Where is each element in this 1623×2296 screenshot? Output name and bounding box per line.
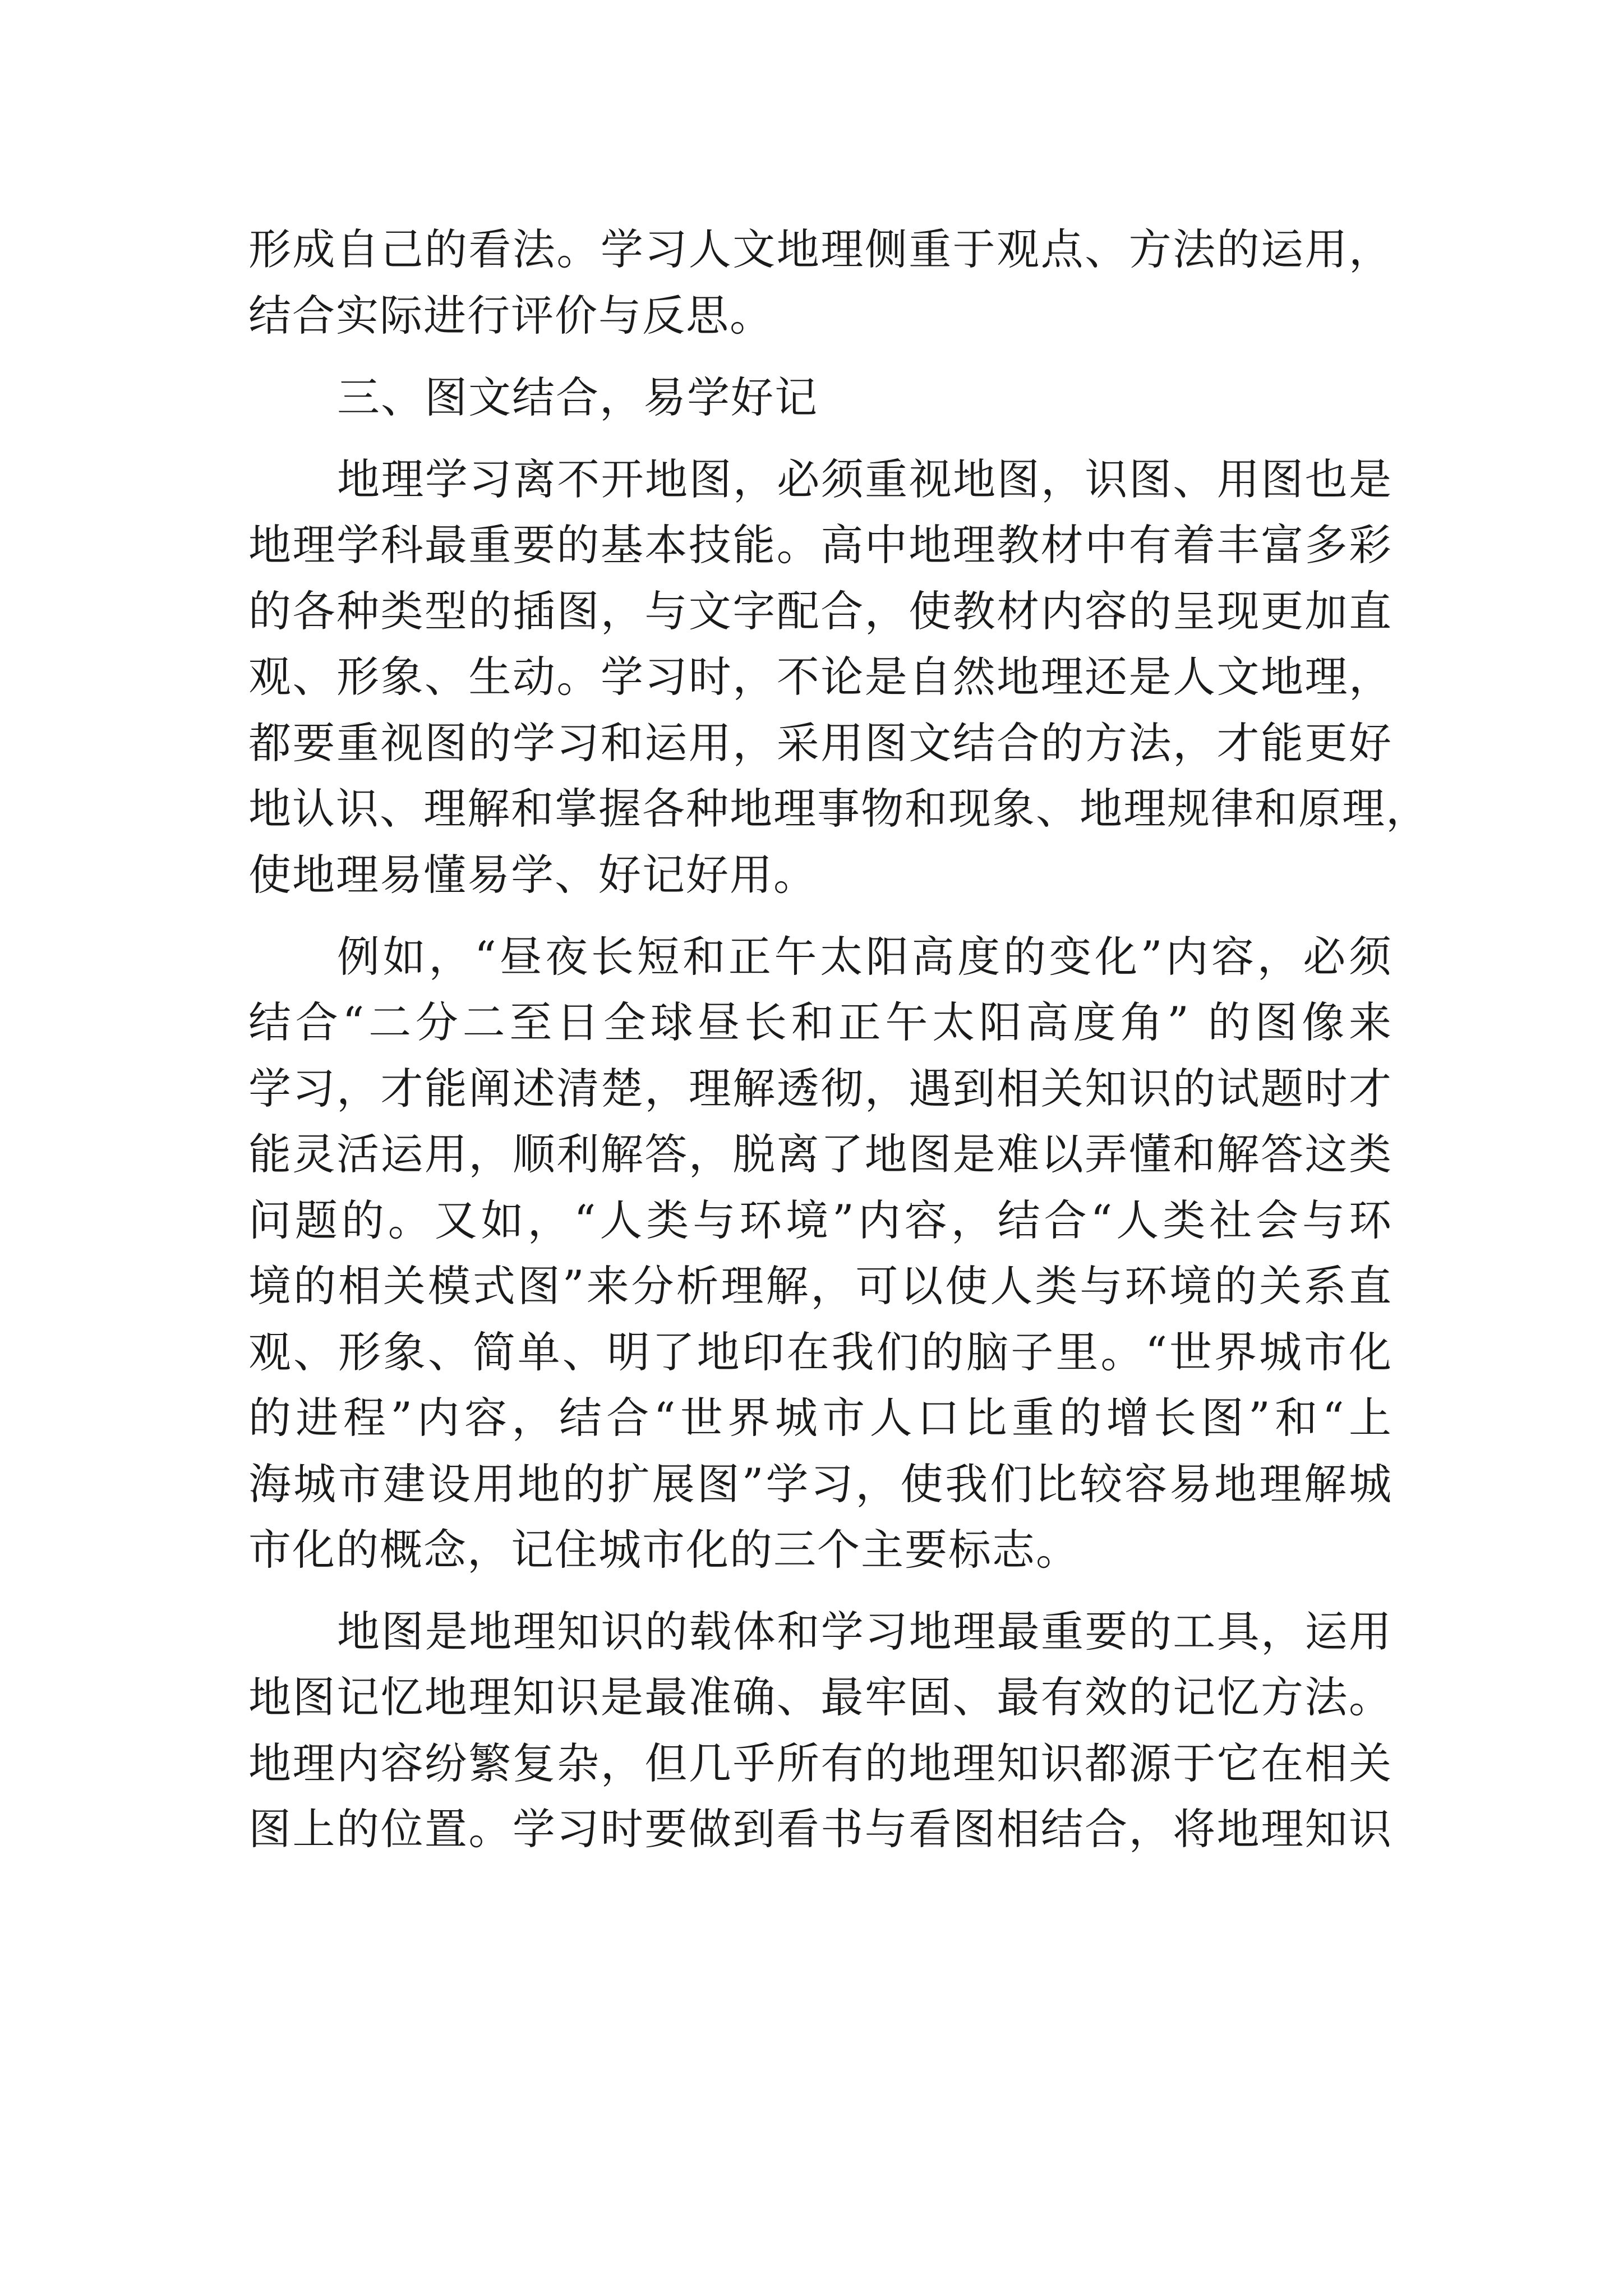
paragraph-line: 能灵活运用，顺利解答，脱离了地图是难以弄懂和解答这类 [248, 1129, 1393, 1179]
paragraph-line: 例如，“昼夜长短和正午太阳高度的变化”内容，必须 [337, 932, 1393, 982]
paragraph-line: 观、形象、简单、明了地印在我们的脑子里。“世界城市化 [248, 1327, 1393, 1377]
paragraph-line: 结合实际进行评价与反思。 [248, 291, 773, 341]
paragraph-line: 市化的概念，记住城市化的三个主要标志。 [248, 1525, 1080, 1575]
paragraph-line: 使地理易懂易学、好记好用。 [248, 850, 817, 900]
paragraph-line: 地理学科最重要的基本技能。高中地理教材中有着丰富多彩 [248, 520, 1393, 570]
section-heading: 三、图文结合，易学好记 [337, 372, 818, 422]
paragraph-line: 的进程”内容，结合“世界城市人口比重的增长图”和“上 [248, 1393, 1393, 1443]
paragraph-line: 地理学习离不开地图，必须重视地图，识图、用图也是 [337, 454, 1393, 504]
paragraph-line: 海城市建设用地的扩展图”学习，使我们比较容易地理解城 [248, 1459, 1393, 1509]
paragraph-line: 学习，才能阐述清楚，理解透彻，遇到相关知识的试题时才 [248, 1064, 1393, 1114]
paragraph-line: 地理内容纷繁复杂，但几乎所有的地理知识都源于它在相关 [248, 1738, 1393, 1788]
paragraph-line: 形成自己的看法。学习人文地理侧重于观点、方法的运用， [248, 224, 1393, 274]
paragraph-line: 问题的。又如，“人类与环境”内容，结合“人类社会与环 [248, 1195, 1393, 1245]
paragraph-line: 结合“二分二至日全球昼长和正午太阳高度角” 的图像来 [248, 997, 1393, 1047]
paragraph-line: 地认识、理解和掌握各种地理事物和现象、地理规律和原理， [248, 784, 1430, 834]
paragraph-line: 地图是地理知识的载体和学习地理最重要的工具，运用 [337, 1607, 1393, 1657]
paragraph-line: 的各种类型的插图，与文字配合，使教材内容的呈现更加直 [248, 586, 1393, 636]
paragraph-line: 地图记忆地理知识是最准确、最牢固、最有效的记忆方法。 [248, 1672, 1393, 1722]
paragraph-line: 都要重视图的学习和运用，采用图文结合的方法，才能更好 [248, 718, 1393, 768]
paragraph-line: 境的相关模式图”来分析理解，可以使人类与环境的关系直 [248, 1261, 1393, 1311]
paragraph-line: 图上的位置。学习时要做到看书与看图相结合，将地理知识 [248, 1804, 1393, 1854]
paragraph-line: 观、形象、生动。学习时，不论是自然地理还是人文地理， [248, 652, 1393, 702]
